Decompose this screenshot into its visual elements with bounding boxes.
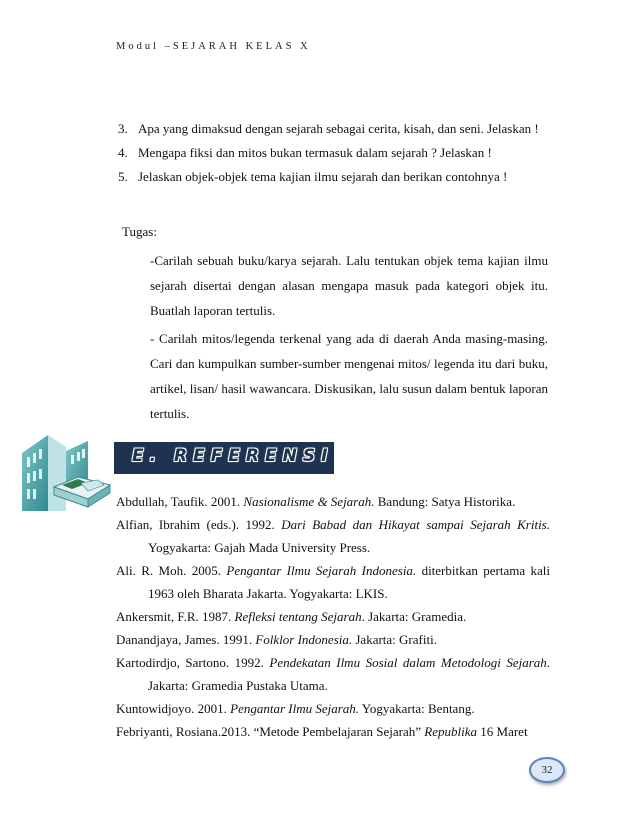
ref-publisher: . Jakarta: Gramedia. xyxy=(361,609,467,624)
question-text: Apa yang dimaksud dengan sejarah sebagai cerita, kisah, dan seni. Jelaskan ! xyxy=(138,121,539,136)
question-list xyxy=(118,117,550,189)
reference-item xyxy=(116,605,550,628)
ref-publisher: diterbitkan pertama kali 1963 oleh Bharata Jakarta. Yogyakarta: LKIS. xyxy=(148,563,550,601)
question-number: 3. xyxy=(118,121,128,136)
ref-title: Republika xyxy=(424,724,478,739)
reference-item xyxy=(116,559,550,605)
section-title: E. REFERENSI xyxy=(132,446,334,466)
tugas-title: Tugas: xyxy=(122,224,157,239)
ref-title: Pengantar Ilmu Sejarah Indonesia. xyxy=(226,563,417,578)
building-book-icon xyxy=(18,425,114,521)
reference-item xyxy=(116,720,550,743)
tugas-item-1: -Carilah sebuah buku/karya sejarah. Lalu tentukan objek tema kajian ilmu sejarah disertai dengan alasan mengapa masuk pada kategori objek itu. Buatlah laporan tertulis. xyxy=(150,253,548,318)
ref-title: Dari Babad dan Hikayat sampai Sejarah Kritis. xyxy=(281,517,550,532)
ref-title: Pengantar Ilmu Sejarah. xyxy=(230,701,360,716)
reference-item xyxy=(116,697,550,720)
question-number: 4. xyxy=(118,145,128,160)
ref-publisher: Yogyakarta: Gajah Mada University Press. xyxy=(148,540,371,555)
ref-title: Refleksi tentang Sejarah xyxy=(234,609,362,624)
question-item xyxy=(118,117,550,140)
ref-title: Folklor Indonesia. xyxy=(255,632,353,647)
ref-publisher: Jakarta: Grafiti. xyxy=(352,632,437,647)
reference-item xyxy=(116,651,550,697)
reference-list xyxy=(116,490,550,743)
ref-author: Kuntowidjoyo. 2001. xyxy=(116,701,231,716)
ref-author: Danandjaya, James. 1991. xyxy=(116,632,256,647)
reference-item xyxy=(116,513,550,559)
page-header: Modul –SEJARAH KELAS X xyxy=(116,41,311,52)
ref-publisher: Yogyakarta: Bentang. xyxy=(359,701,475,716)
question-number: 5. xyxy=(118,169,128,184)
ref-author: Ali. R. Moh. 2005. xyxy=(116,563,227,578)
ref-author: Abdullah, Taufik. 2001. xyxy=(116,494,244,509)
reference-item xyxy=(116,490,550,513)
ref-author: Alfian, Ibrahim (eds.). 1992. xyxy=(116,517,282,532)
ref-title: Pendekatan Ilmu Sosial dalam Metodologi Sejarah xyxy=(269,655,547,670)
ref-author: Kartodirdjo, Sartono. 1992. xyxy=(116,655,270,670)
reference-item xyxy=(116,628,550,651)
question-text: Mengapa fiksi dan mitos bukan termasuk dalam sejarah ? Jelaskan ! xyxy=(138,145,492,160)
ref-publisher: Bandung: Satya Historika. xyxy=(374,494,516,509)
page-number-badge: 32 xyxy=(529,757,565,783)
question-item xyxy=(118,165,550,188)
ref-author: Ankersmit, F.R. 1987. xyxy=(116,609,235,624)
ref-publisher: . Jakarta: Gramedia Pustaka Utama. xyxy=(148,655,551,693)
ref-author: Febriyanti, Rosiana.2013. “Metode Pembelajaran Sejarah” xyxy=(116,724,425,739)
ref-title: Nasionalisme & Sejarah. xyxy=(243,494,375,509)
tugas-item-2: - Carilah mitos/legenda terkenal yang ada di daerah Anda masing-masing. Cari dan kumpulkan sumber-sumber mengenai mitos/ legenda itu dari buku, artikel, lisan/ hasil wawancara. Diskusikan, lalu susun dalam bentuk laporan tertulis. xyxy=(150,331,548,421)
question-item xyxy=(118,141,550,164)
ref-publisher: 16 Maret xyxy=(477,724,528,739)
question-text: Jelaskan objek-objek tema kajian ilmu sejarah dan berikan contohnya ! xyxy=(138,169,508,184)
